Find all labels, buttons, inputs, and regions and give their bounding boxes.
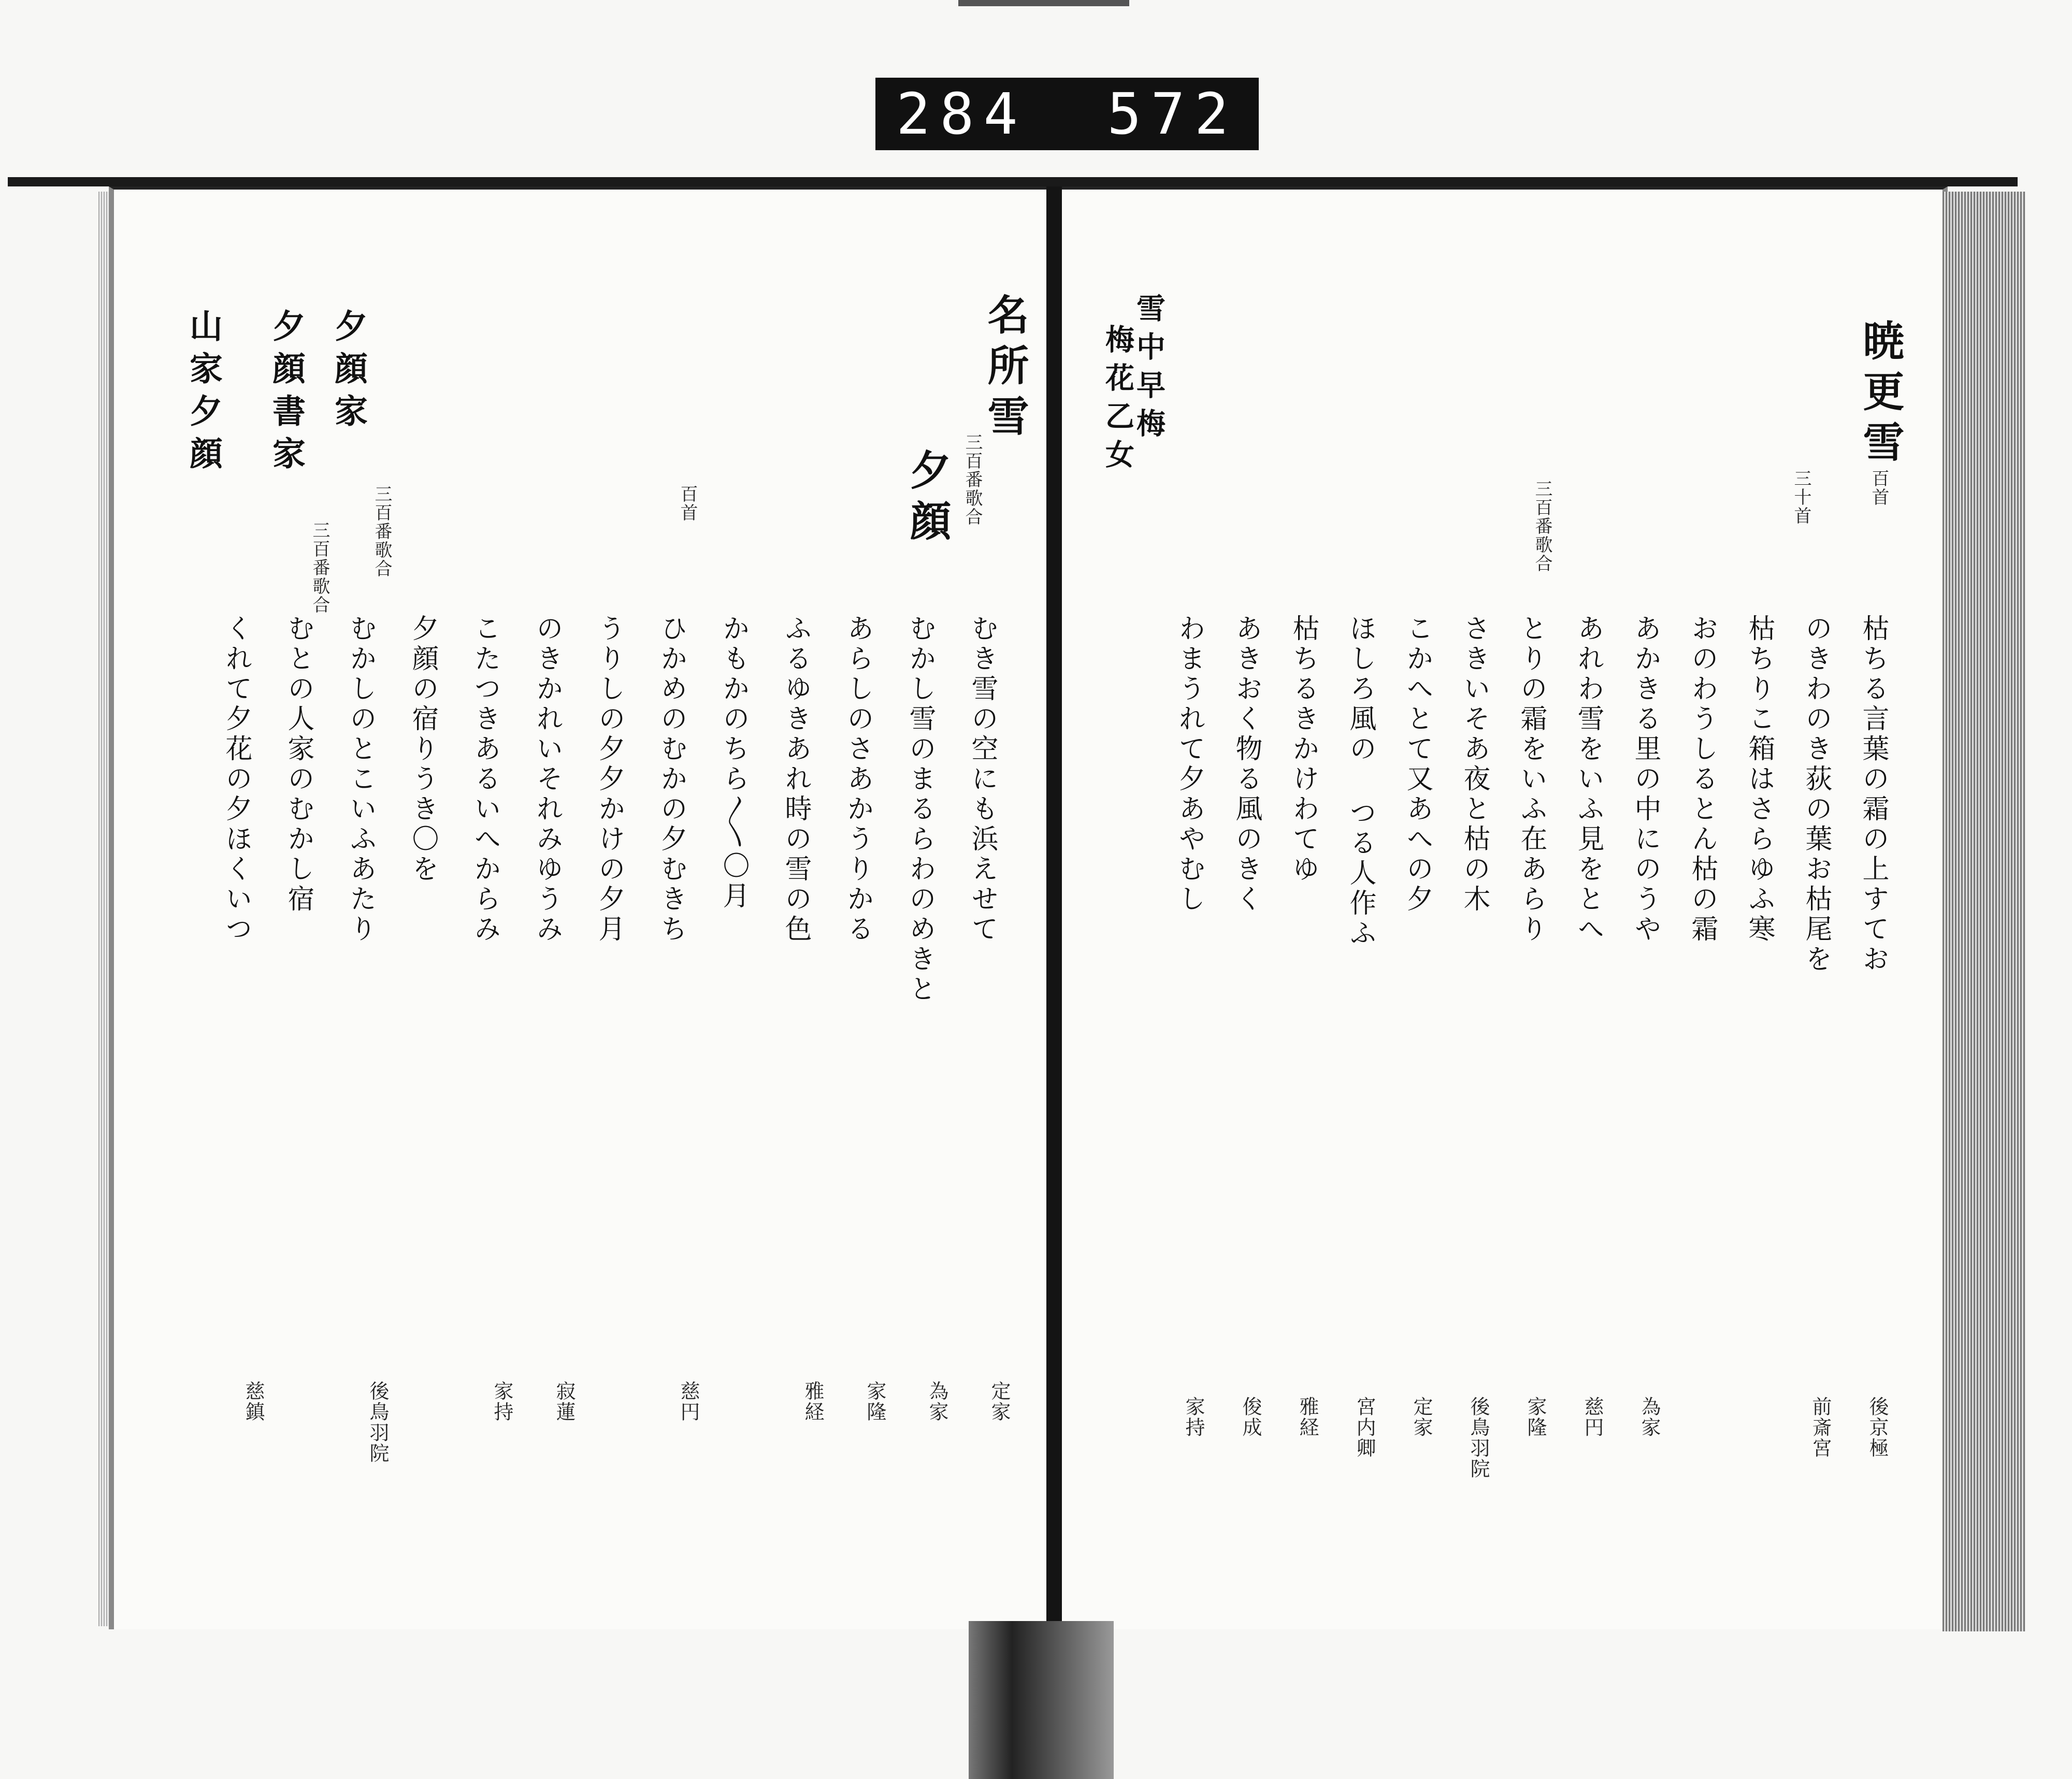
left-line-3: あらしのさあかうりかる bbox=[842, 614, 873, 945]
left-line-12: むとの人家のむかし宿 bbox=[283, 614, 314, 915]
right-author-8: 宮内卿 bbox=[1353, 1396, 1376, 1458]
right-line-13: わまうれて夕あやむし bbox=[1174, 614, 1205, 915]
left-author-1: 定家 bbox=[988, 1381, 1011, 1422]
right-line-12: あきおく物る風のきく bbox=[1231, 614, 1262, 915]
left-author-4: 雅経 bbox=[801, 1381, 824, 1422]
right-line-8: さきいそあ夜と枯の木 bbox=[1459, 614, 1490, 915]
right-line-9: こかへとて又あへの夕 bbox=[1402, 614, 1433, 915]
left-author-6: 寂蓮 bbox=[553, 1381, 575, 1422]
left-line-7: うりしの夕夕かけの夕月 bbox=[594, 614, 625, 945]
right-line-2: のきわのき荻の葉お枯尾を bbox=[1801, 614, 1832, 975]
right-sub-note: 三十首 bbox=[1791, 469, 1811, 525]
right-line-4: おのわうしるとん枯の霜 bbox=[1687, 614, 1718, 945]
right-sub-note-2: 三百番歌合 bbox=[1532, 480, 1552, 573]
right-line-3: 枯ちりこ箱はさらゆふ寒 bbox=[1744, 614, 1775, 945]
right-heading: 暁更雪 bbox=[1856, 319, 1905, 471]
left-author-7: 家持 bbox=[491, 1381, 513, 1422]
right-author-1: 後京極 bbox=[1866, 1396, 1889, 1458]
left-line-5: かもかのちら〳〵〇月 bbox=[718, 614, 749, 912]
right-line-1: 枯ちる言葉の霜の上すてお bbox=[1858, 614, 1889, 975]
frame-number-right: 572 bbox=[1107, 81, 1238, 147]
left-note-1: 百首 bbox=[677, 485, 698, 522]
right-author-6: 後鳥羽院 bbox=[1467, 1396, 1490, 1479]
right-author-5: 家隆 bbox=[1524, 1396, 1547, 1438]
left-line-9: こたつきあるいへからみ bbox=[469, 614, 500, 945]
right-line-6: あれわ雪をいふ見をとへ bbox=[1573, 614, 1604, 945]
left-author-2: 為家 bbox=[926, 1381, 948, 1422]
book-gutter bbox=[1046, 186, 1062, 1631]
right-line-11: 枯ちるきかけわてゆ bbox=[1288, 614, 1319, 885]
left-note-4: 三百番歌合 bbox=[309, 521, 330, 614]
right-author-3: 為家 bbox=[1638, 1396, 1661, 1438]
film-smudge bbox=[958, 0, 1129, 6]
right-page bbox=[1062, 186, 1948, 1629]
right-author-11: 家持 bbox=[1182, 1396, 1205, 1438]
frame-number-label bbox=[875, 78, 1259, 150]
right-line-10: ほしろ風の つる人作ふ bbox=[1345, 614, 1376, 949]
left-line-11: むかしのとこいふあたり bbox=[345, 614, 376, 945]
right-author-9: 雅経 bbox=[1296, 1396, 1319, 1438]
left-line-8: のきかれいそれみゆうみ bbox=[531, 614, 563, 945]
right-fore-edge bbox=[1942, 192, 2025, 1631]
book-top-edge bbox=[8, 177, 2018, 186]
left-line-4: ふるゆきあれ時の雪の色 bbox=[780, 614, 811, 945]
left-sub-heading-1: 夕顔家 bbox=[329, 309, 368, 436]
right-heading-note: 百首 bbox=[1868, 469, 1889, 507]
left-sub-heading-2: 夕顔書家 bbox=[267, 309, 306, 479]
left-author-5: 慈円 bbox=[677, 1381, 700, 1422]
left-line-1: むき雪の空にも浜えせて bbox=[967, 614, 998, 945]
right-author-2: 前斎宮 bbox=[1809, 1396, 1832, 1458]
frame-number-left: 284 bbox=[896, 81, 1027, 147]
left-page bbox=[109, 186, 1052, 1629]
right-side-heading-2: 梅花乙女 bbox=[1101, 324, 1135, 478]
left-line-10: 夕顔の宿りうき〇を bbox=[407, 614, 438, 885]
left-sub-heading-3: 山家夕顔 bbox=[184, 309, 223, 479]
left-author-3: 家隆 bbox=[864, 1381, 886, 1422]
left-heading-1-note: 三百番歌合 bbox=[962, 433, 983, 526]
right-author-10: 俊成 bbox=[1239, 1396, 1262, 1438]
right-author-7: 定家 bbox=[1410, 1396, 1433, 1438]
left-note-3: 三百番歌合 bbox=[371, 485, 392, 578]
left-line-6: ひかめのむかの夕むきち bbox=[656, 614, 687, 945]
left-heading-1: 名所雪 bbox=[981, 293, 1029, 445]
binding-spine bbox=[969, 1621, 1114, 1779]
right-side-heading: 雪中早梅 bbox=[1132, 293, 1166, 446]
right-line-5: あかきる里の中にのうや bbox=[1630, 614, 1661, 945]
left-line-13: くれて夕花の夕ほくいつ bbox=[221, 614, 252, 945]
left-author-9: 慈鎮 bbox=[242, 1381, 265, 1422]
left-author-8: 後鳥羽院 bbox=[366, 1381, 389, 1464]
open-book bbox=[98, 186, 2025, 1637]
right-line-7: とりの霜をいふ在あらり bbox=[1516, 614, 1547, 945]
left-line-2: むかし雪のまるらわのめきと bbox=[904, 614, 936, 1005]
right-author-4: 慈円 bbox=[1581, 1396, 1604, 1438]
left-heading-2: 夕顔 bbox=[903, 449, 952, 550]
